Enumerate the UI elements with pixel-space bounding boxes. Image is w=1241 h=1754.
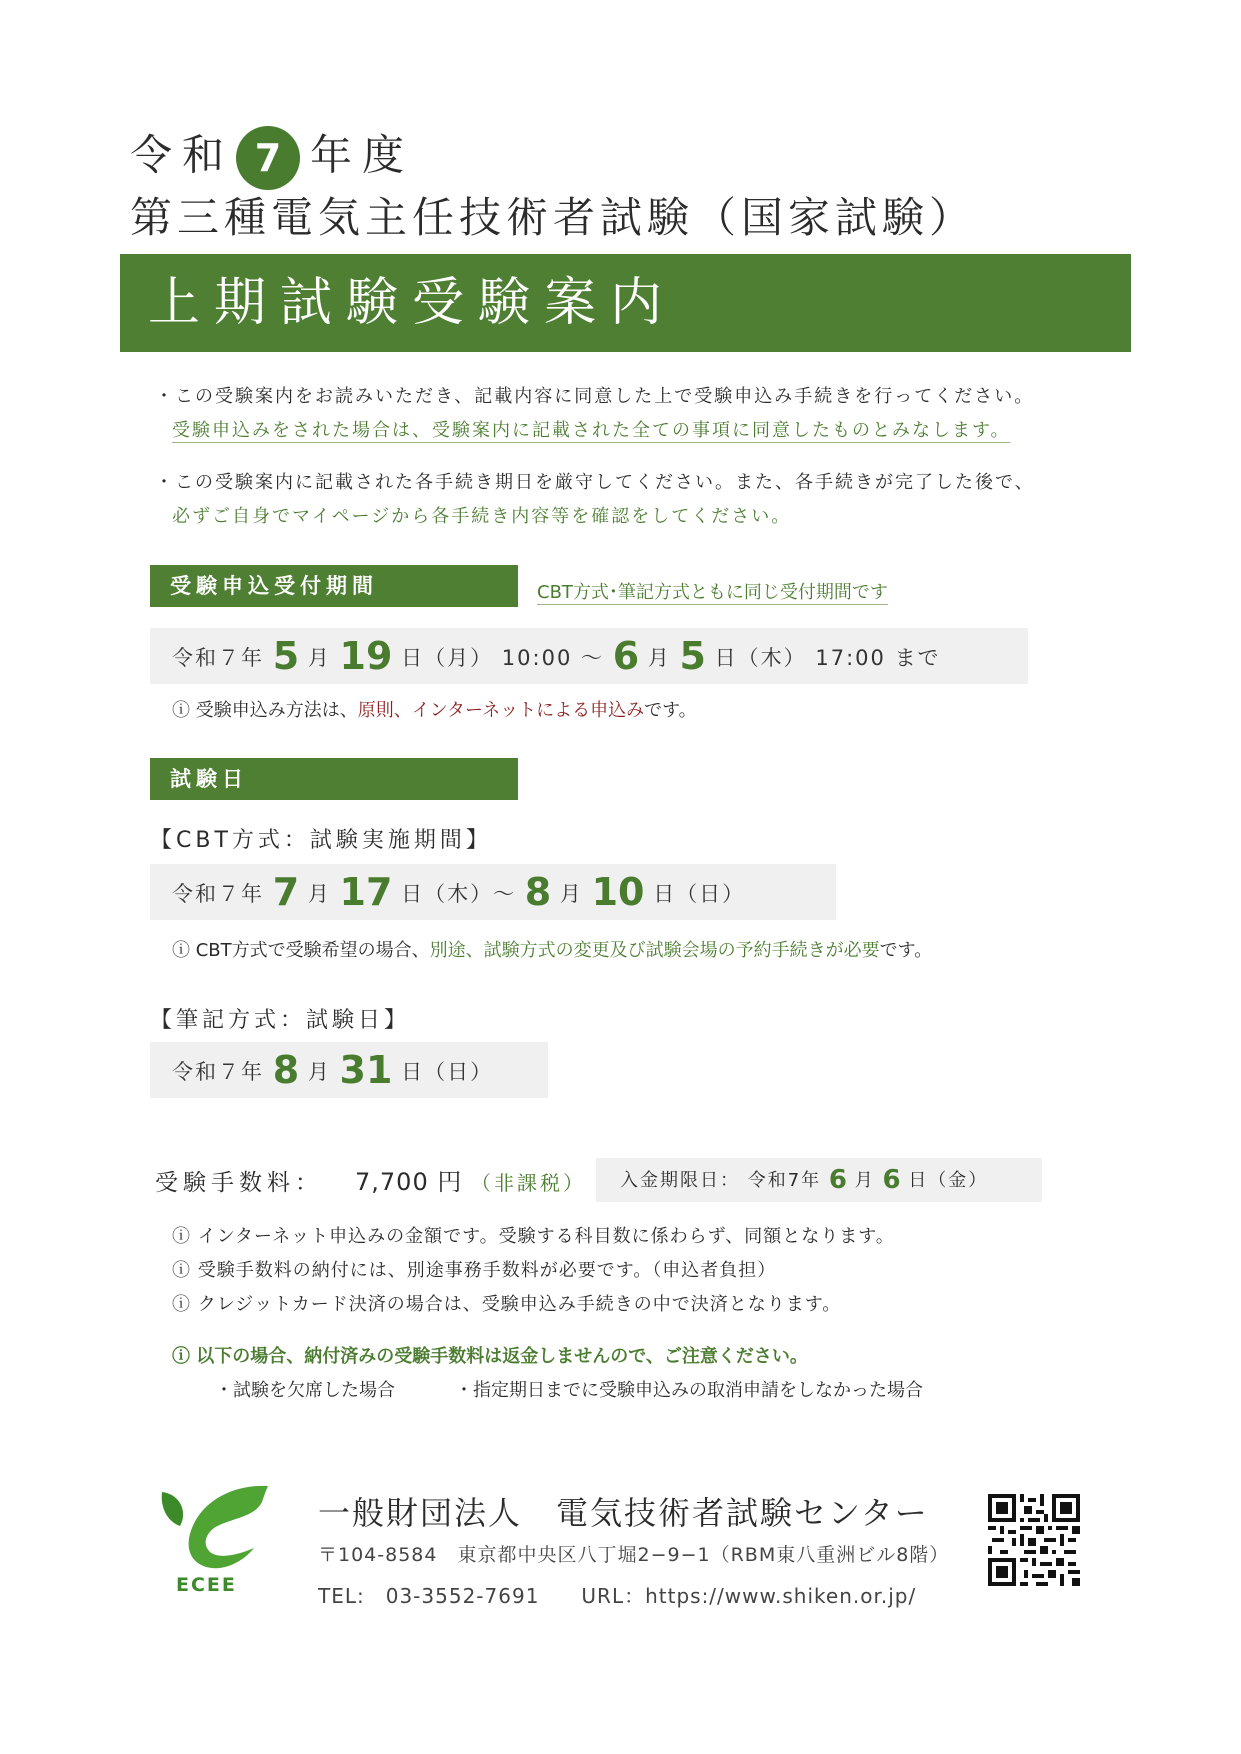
application-header: 受験申込受付期間	[150, 565, 518, 607]
refund-case-2: ・指定期日までに受験申込みの取消申請をしなかった場合	[455, 1380, 923, 1401]
address: 〒104-8584 東京都中央区八丁堀2−9−1（RBM東八重洲ビル8階）	[318, 1544, 950, 1566]
note-2-line1: ・この受験案内に記載された各手続き期日を厳守してください。また、各手続きが完了した後で、	[155, 472, 1035, 493]
cbt-period: 令和７年 7 月 17 日（木）～ 8 月 10 日（日）	[172, 870, 746, 914]
exam-date-header: 試験日	[150, 758, 518, 800]
refund-case-1: ・試験を欠席した場合	[215, 1380, 395, 1401]
application-period: 令和７年 5 月 19 日（月） 10:00 ～ 6 月 5 日（木） 17:00 まで	[172, 634, 941, 678]
ecee-logo	[150, 1482, 280, 1602]
note-2-line2: 必ずご自身でマイページから各手続き内容等を確認をしてください。	[172, 506, 792, 527]
qr-code-icon[interactable]	[988, 1494, 1080, 1586]
cbt-info: ⓘ CBT方式で受験希望の場合、別途、試験方式の変更及び試験会場の予約手続きが必要です。	[172, 940, 933, 961]
title-line2: 第三種電気主任技術者試験（国家試験）	[130, 193, 977, 242]
refund-warning: ⓘ 以下の場合、納付済みの受験手数料は返金しませんので、ご注意ください。	[172, 1346, 808, 1367]
note-1-line1: ・この受験案内をお読みいただき、記載内容に同意した上で受験申込み手続きを行ってください。	[155, 386, 1035, 407]
application-note: CBT方式･筆記方式ともに同じ受付期間です	[537, 582, 888, 603]
cbt-label: 【CBT方式：試験実施期間】	[150, 828, 492, 853]
written-label: 【筆記方式：試験日】	[150, 1008, 411, 1033]
fee-info-1: ⓘ インターネット申込みの金額です。受験する科目数に係わらず、同額となります。	[172, 1226, 895, 1247]
year-badge: 7	[236, 126, 300, 190]
written-date: 令和７年 8 月 31 日（日）	[172, 1048, 494, 1092]
application-info: ⓘ 受験申込み方法は、原則、インターネットによる申込みです。	[172, 700, 697, 721]
fee-info-2: ⓘ 受験手数料の納付には、別途事務手数料が必要です。（申込者負担）	[172, 1260, 777, 1281]
fee-info-3: ⓘ クレジットカード決済の場合は、受験申込み手続きの中で決済となります。	[172, 1294, 842, 1315]
title-line1: 令和 7 年度	[130, 126, 414, 190]
fee-line: 7,700 円 （非課税）	[355, 1168, 586, 1196]
logo-text: ECEE	[176, 1574, 237, 1596]
banner-text: 上期試験受験案内	[148, 273, 677, 333]
org-name: 一般財団法人 電気技術者試験センター	[318, 1494, 929, 1532]
note-1-line2: 受験申込みをされた場合は、受験案内に記載された全ての事項に同意したものとみなします。	[172, 420, 1011, 441]
deadline: 入金期限日： 令和7年 6 月 6 日（金）	[620, 1165, 989, 1195]
contact[interactable]: TEL: 03-3552-7691 URL：https://www.shiken.or.jp/	[318, 1584, 917, 1608]
fee-label: 受験手数料：	[155, 1170, 323, 1196]
